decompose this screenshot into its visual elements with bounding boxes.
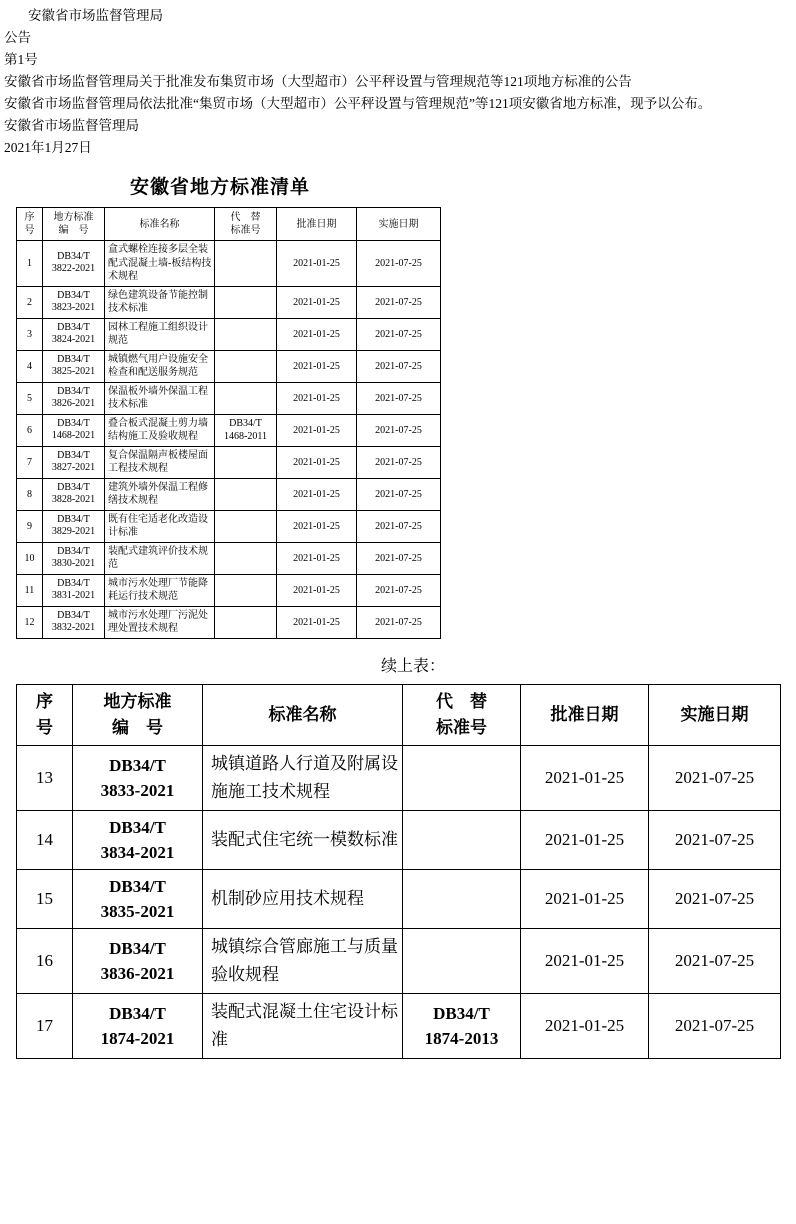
continued-table-label: 续上表： xyxy=(380,657,445,675)
header-code xyxy=(43,208,105,241)
cell-standard-code xyxy=(73,993,203,1058)
cell-replaced-code xyxy=(215,510,277,542)
cell-implement-date: 2021-07-25 xyxy=(649,869,781,928)
table-row xyxy=(17,478,441,510)
header-replaced xyxy=(215,208,277,241)
cell-approve-date: 2021-01-25 xyxy=(521,993,649,1058)
standard-code-prefix: DB34/T xyxy=(57,449,90,461)
cell-implement-date: 2021-07-25 xyxy=(357,446,441,478)
standard-code-prefix: DB34/T xyxy=(57,385,90,397)
header-implement-date: 实施日期 xyxy=(649,684,781,745)
standard-code-prefix: DB34/T xyxy=(57,289,90,301)
header-code-line1: 地方标准 xyxy=(53,212,94,223)
header-no xyxy=(17,208,43,241)
cell-standard-name: 保温板外墙外保温工程技术标准 xyxy=(105,382,215,414)
cell-standard-name: 复合保温隔声板楼屋面工程技术规程 xyxy=(105,446,215,478)
standard-code-prefix: DB34/T xyxy=(57,513,90,525)
standards-table-part1 xyxy=(16,207,441,639)
announcement-body: 安徽省市场监督管理局依法批准“集贸市场（大型超市）公平秤设置与管理规范”等121项安徽省地方标准，现予以公布。 xyxy=(4,96,712,111)
cell-replaced-code xyxy=(403,993,521,1058)
cell-implement-date: 2021-07-25 xyxy=(357,318,441,350)
cell-replaced-code xyxy=(215,606,277,638)
header-no-line2: 号 xyxy=(24,225,35,236)
cell-approve-date: 2021-01-25 xyxy=(277,510,357,542)
header-replaced-line1: 代 替 xyxy=(436,691,487,711)
standard-code-number: 3823-2021 xyxy=(51,302,96,313)
header-replaced-line1: 代 替 xyxy=(230,212,261,223)
standard-code-prefix: DB34/T xyxy=(109,1003,166,1023)
replaced-code-prefix: DB34/T xyxy=(433,1003,490,1023)
cell-standard-name: 城市污水处理厂节能降耗运行技术规范 xyxy=(105,574,215,606)
cell-implement-date: 2021-07-25 xyxy=(357,478,441,510)
standard-code-prefix: DB34/T xyxy=(57,321,90,333)
cell-approve-date: 2021-01-25 xyxy=(277,542,357,574)
cell-no: 15 xyxy=(17,869,73,928)
cell-approve-date: 2021-01-25 xyxy=(277,414,357,446)
cell-standard-code xyxy=(43,241,105,287)
table-row xyxy=(17,574,441,606)
cell-no: 8 xyxy=(17,478,43,510)
header-code-line1: 地方标准 xyxy=(103,691,172,711)
cell-approve-date: 2021-01-25 xyxy=(277,382,357,414)
table-row xyxy=(17,928,781,993)
cell-no: 2 xyxy=(17,286,43,318)
cell-standard-name: 城镇道路人行道及附属设施施工技术规程 xyxy=(203,745,403,810)
standard-code-number: 3826-2021 xyxy=(51,398,96,409)
cell-no: 3 xyxy=(17,318,43,350)
table-row xyxy=(17,446,441,478)
cell-approve-date: 2021-01-25 xyxy=(277,574,357,606)
cell-implement-date: 2021-07-25 xyxy=(357,414,441,446)
cell-standard-code xyxy=(43,542,105,574)
table-row xyxy=(17,414,441,446)
cell-replaced-code xyxy=(215,318,277,350)
header-no-line1: 序 xyxy=(36,691,53,711)
cell-replaced-code xyxy=(215,574,277,606)
standard-code-prefix: DB34/T xyxy=(57,577,90,589)
standard-code-number: 3832-2021 xyxy=(51,622,96,633)
standard-code-number: 3824-2021 xyxy=(51,334,96,345)
cell-standard-code xyxy=(43,350,105,382)
standard-code-prefix: DB34/T xyxy=(109,876,166,896)
cell-standard-name: 城市污水处理厂污泥处理处置技术规程 xyxy=(105,606,215,638)
cell-approve-date: 2021-01-25 xyxy=(521,928,649,993)
cell-standard-code xyxy=(43,510,105,542)
cell-standard-name: 园林工程施工组织设计规范 xyxy=(105,318,215,350)
cell-no: 17 xyxy=(17,993,73,1058)
issuing-agency-heading: 安徽省市场监督管理局 xyxy=(28,8,163,23)
announcement-title: 安徽省市场监督管理局关于批准发布集贸市场（大型超市）公平秤设置与管理规范等121项地方标准的公告 xyxy=(4,74,632,89)
cell-standard-name: 装配式混凝土住宅设计标准 xyxy=(203,993,403,1058)
standard-code-number: 3831-2021 xyxy=(51,590,96,601)
cell-implement-date: 2021-07-25 xyxy=(649,928,781,993)
standard-code-number: 3833-2021 xyxy=(100,780,175,800)
header-name: 标准名称 xyxy=(105,208,215,241)
cell-standard-name: 城镇综合管廊施工与质量验收规程 xyxy=(203,928,403,993)
standard-code-prefix: DB34/T xyxy=(57,545,90,557)
cell-no: 5 xyxy=(17,382,43,414)
standards-table-part2 xyxy=(16,684,781,1059)
standard-code-number: 1468-2021 xyxy=(51,430,96,441)
standard-code-prefix: DB34/T xyxy=(109,938,166,958)
cell-no: 12 xyxy=(17,606,43,638)
header-name: 标准名称 xyxy=(203,684,403,745)
table-row xyxy=(17,510,441,542)
standard-code-prefix: DB34/T xyxy=(57,353,90,365)
standard-code-prefix: DB34/T xyxy=(57,609,90,621)
cell-standard-code xyxy=(73,745,203,810)
standard-code-prefix: DB34/T xyxy=(109,755,166,775)
cell-standard-name: 装配式建筑评价技术规范 xyxy=(105,542,215,574)
cell-replaced-code xyxy=(403,869,521,928)
header-replaced xyxy=(403,684,521,745)
document-number: 第1号 xyxy=(4,52,38,67)
cell-implement-date: 2021-07-25 xyxy=(357,574,441,606)
standard-code-number: 3834-2021 xyxy=(100,842,175,862)
cell-no: 16 xyxy=(17,928,73,993)
header-no xyxy=(17,684,73,745)
cell-replaced-code xyxy=(215,478,277,510)
cell-standard-name: 装配式住宅统一模数标准 xyxy=(203,810,403,869)
standard-code-number: 3835-2021 xyxy=(100,901,175,921)
header-implement-date: 实施日期 xyxy=(357,208,441,241)
cell-standard-name: 叠合板式混凝土剪力墙结构施工及验收规程 xyxy=(105,414,215,446)
cell-standard-name: 既有住宅适老化改造设计标准 xyxy=(105,510,215,542)
cell-replaced-code xyxy=(215,350,277,382)
table-row xyxy=(17,606,441,638)
cell-standard-name: 绿色建筑设备节能控制技术标准 xyxy=(105,286,215,318)
cell-implement-date: 2021-07-25 xyxy=(649,810,781,869)
header-no-line1: 序 xyxy=(24,212,35,223)
cell-replaced-code xyxy=(215,542,277,574)
cell-replaced-code xyxy=(215,241,277,287)
cell-standard-code xyxy=(43,414,105,446)
cell-implement-date: 2021-07-25 xyxy=(357,286,441,318)
table-row xyxy=(17,542,441,574)
cell-standard-code xyxy=(43,606,105,638)
cell-no: 9 xyxy=(17,510,43,542)
signature-date: 2021年1月27日 xyxy=(4,140,92,155)
header-replaced-line2: 标准号 xyxy=(230,225,261,236)
header-approve-date: 批准日期 xyxy=(277,208,357,241)
table-row xyxy=(17,745,781,810)
table-row xyxy=(17,382,441,414)
cell-approve-date: 2021-01-25 xyxy=(277,286,357,318)
document-page xyxy=(0,6,796,1224)
header-code-line2: 编 号 xyxy=(112,717,163,737)
standard-code-number: 3827-2021 xyxy=(51,462,96,473)
cell-standard-name: 机制砂应用技术规程 xyxy=(203,869,403,928)
cell-replaced-code xyxy=(403,928,521,993)
header-code xyxy=(73,684,203,745)
cell-approve-date: 2021-01-25 xyxy=(277,478,357,510)
cell-implement-date: 2021-07-25 xyxy=(357,542,441,574)
standard-code-number: 3822-2021 xyxy=(51,263,96,275)
cell-replaced-code xyxy=(215,382,277,414)
table-header-row xyxy=(17,684,781,745)
standard-code-number: 3829-2021 xyxy=(51,526,96,537)
cell-implement-date: 2021-07-25 xyxy=(357,510,441,542)
standard-code-prefix: DB34/T xyxy=(57,481,90,493)
standard-code-number: 3836-2021 xyxy=(100,963,175,983)
cell-no: 6 xyxy=(17,414,43,446)
cell-replaced-code xyxy=(215,286,277,318)
table-row xyxy=(17,286,441,318)
cell-no: 1 xyxy=(17,241,43,287)
cell-implement-date: 2021-07-25 xyxy=(357,350,441,382)
standard-code-number: 3825-2021 xyxy=(51,366,96,377)
cell-no: 7 xyxy=(17,446,43,478)
cell-standard-name: 建筑外墙外保温工程修缮技术规程 xyxy=(105,478,215,510)
cell-approve-date: 2021-01-25 xyxy=(521,869,649,928)
standard-code-number: 3828-2021 xyxy=(51,494,96,505)
cell-replaced-code xyxy=(403,745,521,810)
replaced-code-prefix: DB34/T xyxy=(229,418,262,429)
cell-standard-code xyxy=(73,869,203,928)
table-row xyxy=(17,318,441,350)
cell-approve-date: 2021-01-25 xyxy=(277,606,357,638)
standard-code-number: 3830-2021 xyxy=(51,558,96,569)
cell-implement-date: 2021-07-25 xyxy=(649,745,781,810)
standards-list-title: 安徽省地方标准清单 xyxy=(130,177,311,198)
standard-code-prefix: DB34/T xyxy=(109,817,166,837)
table-row xyxy=(17,993,781,1058)
cell-no: 10 xyxy=(17,542,43,574)
cell-replaced-code xyxy=(215,446,277,478)
cell-no: 13 xyxy=(17,745,73,810)
cell-implement-date: 2021-07-25 xyxy=(649,993,781,1058)
replaced-code-number: 1874-2013 xyxy=(424,1028,499,1048)
cell-no: 14 xyxy=(17,810,73,869)
standard-code-prefix: DB34/T xyxy=(57,250,90,262)
cell-standard-code xyxy=(43,574,105,606)
cell-approve-date: 2021-01-25 xyxy=(277,446,357,478)
cell-approve-date: 2021-01-25 xyxy=(277,241,357,287)
table-row xyxy=(17,869,781,928)
header-code-line2: 编 号 xyxy=(58,225,89,236)
cell-implement-date: 2021-07-25 xyxy=(357,382,441,414)
cell-approve-date: 2021-01-25 xyxy=(521,810,649,869)
cell-standard-code xyxy=(43,286,105,318)
cell-implement-date: 2021-07-25 xyxy=(357,606,441,638)
cell-standard-code xyxy=(73,810,203,869)
signature-agency: 安徽省市场监督管理局 xyxy=(4,118,139,133)
cell-standard-name: 城镇燃气用户设施安全检查和配送服务规范 xyxy=(105,350,215,382)
table-row xyxy=(17,810,781,869)
cell-standard-code xyxy=(43,446,105,478)
cell-replaced-code xyxy=(403,810,521,869)
cell-standard-name: 盒式螺栓连接多层全装配式混凝土墙-板结构技术规程 xyxy=(105,241,215,287)
table-header-row xyxy=(17,208,441,241)
header-approve-date: 批准日期 xyxy=(521,684,649,745)
cell-standard-code xyxy=(43,382,105,414)
replaced-code-number: 1468-2011 xyxy=(224,431,267,442)
cell-approve-date: 2021-01-25 xyxy=(521,745,649,810)
table-row xyxy=(17,241,441,287)
cell-standard-code xyxy=(43,318,105,350)
cell-standard-code xyxy=(43,478,105,510)
cell-standard-code xyxy=(73,928,203,993)
standard-code-number: 1874-2021 xyxy=(100,1028,175,1048)
table-row xyxy=(17,350,441,382)
header-replaced-line2: 标准号 xyxy=(436,717,487,737)
header-no-line2: 号 xyxy=(36,717,53,737)
cell-no: 4 xyxy=(17,350,43,382)
cell-approve-date: 2021-01-25 xyxy=(277,350,357,382)
standard-code-prefix: DB34/T xyxy=(57,417,90,429)
cell-implement-date: 2021-07-25 xyxy=(357,241,441,287)
document-type: 公告 xyxy=(4,30,31,45)
cell-approve-date: 2021-01-25 xyxy=(277,318,357,350)
cell-no: 11 xyxy=(17,574,43,606)
cell-replaced-code xyxy=(215,414,277,446)
